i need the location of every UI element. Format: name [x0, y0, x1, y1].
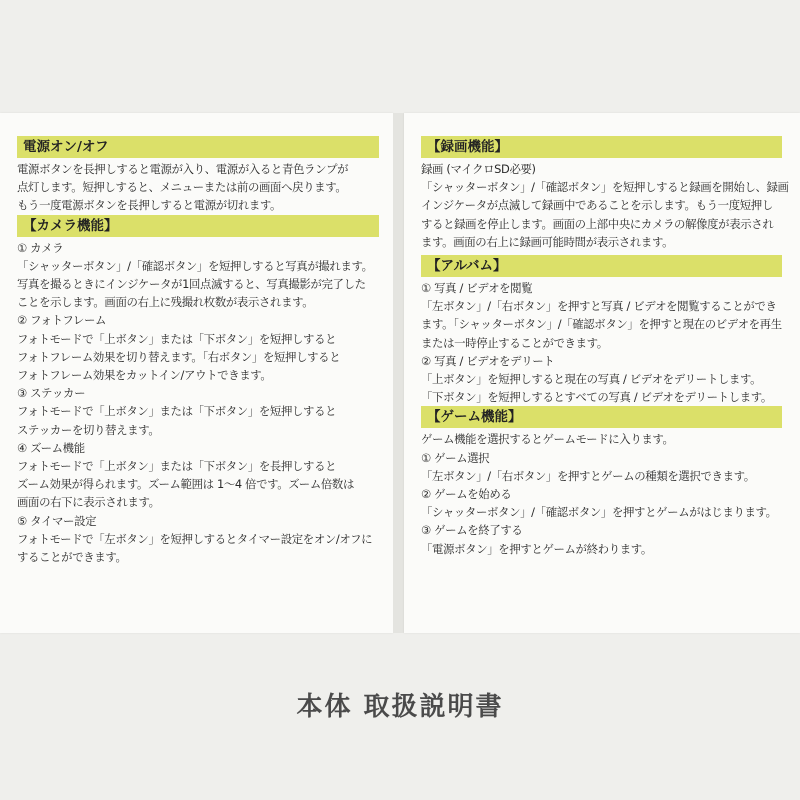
text-line: フォトモードで「上ボタン」または「下ボタン」を短押しすると [17, 404, 337, 419]
text-line: ① ゲーム選択 [421, 450, 490, 465]
text-line: フォトフレーム効果を切り替えます。「右ボタン」を短押しすると [17, 349, 341, 364]
text-line: ① カメラ [17, 240, 64, 255]
game-section-body [421, 430, 782, 557]
text-line: 「シャッターボタン」/「確認ボタン」を短押しすると録画を開始し、録画 [421, 180, 789, 195]
text-line: ます。画面の右上に録画可能時間が表示されます。 [421, 234, 674, 249]
text-line: ③ ゲームを終了する [421, 523, 523, 538]
text-line: ② 写真 / ビデオをデリート [421, 353, 555, 368]
text-line: 「シャッターボタン」/「確認ボタン」を押すとゲームがはじまります。 [421, 505, 777, 520]
text-line: 点灯します。短押しすると、メニューまたは前の画面へ戻ります。 [17, 180, 347, 195]
text-line: 「電源ボタン」を押すとゲームが終わります。 [421, 541, 652, 556]
text-line: 写真を撮るときにインジケータが1回点滅すると、写真撮影が完了した [17, 277, 366, 292]
text-line: 録画 (マイクロSD必要) [421, 162, 536, 176]
manual-page-right [404, 113, 800, 633]
game-section-heading: 【ゲーム機能】 [421, 406, 782, 428]
text-line: フォトモードで「左ボタン」を短押しするとタイマー設定をオン/オフに [17, 531, 373, 546]
text-line: 「下ボタン」を短押しするとすべての写真 / ビデオをデリートします。 [421, 390, 772, 405]
text-line: ③ ステッカー [17, 386, 86, 401]
text-line: フォトモードで「上ボタン」または「下ボタン」を長押しすると [17, 459, 337, 474]
text-line: ます。「シャッターボタン」/「確認ボタン」を押すと現在のビデオを再生 [421, 317, 782, 332]
power-section-heading: 電源オン/オフ [17, 136, 379, 158]
text-line: インジケータが点滅して録画中であることを示します。もう一度短押し [421, 198, 773, 213]
camera-section-body [17, 239, 379, 567]
camera-section-heading: 【カメラ機能】 [17, 215, 379, 237]
text-line: ステッカーを切り替えます。 [17, 422, 160, 437]
book-gutter [393, 113, 404, 633]
manual-title: 本体 取扱説明書 [296, 692, 504, 722]
text-line: ことを示します。画面の右上に残撮れ枚数が表示されます。 [17, 295, 314, 310]
text-line: 画面の右下に表示されます。 [17, 495, 160, 510]
text-line: 「左ボタン」/「右ボタン」を押すとゲームの種類を選択できます。 [421, 468, 755, 483]
text-line: 「左ボタン」/「右ボタン」を押すと写真 / ビデオを閲覧することができ [421, 299, 777, 314]
power-section-body [17, 160, 379, 215]
album-section-body [421, 279, 782, 406]
text-line: ズーム効果が得られます。ズーム範囲は 1～4 倍です。ズーム倍数は [17, 477, 354, 492]
text-line: 「シャッターボタン」/「確認ボタン」を短押しすると写真が撮れます。 [17, 258, 373, 273]
left-page-content [17, 136, 379, 566]
record-section-body [421, 160, 789, 251]
text-line: ② フォトフレーム [17, 313, 107, 328]
text-line: することができます。 [17, 550, 127, 565]
text-line: 電源ボタンを長押しすると電源が入り、電源が入ると青色ランプが [17, 162, 349, 176]
text-line: ⑤ タイマー設定 [17, 513, 97, 528]
text-line: ゲーム機能を選択するとゲームモードに入ります。 [421, 432, 674, 447]
text-line: ① 写真 / ビデオを閲覧 [421, 281, 533, 296]
text-line: ② ゲームを始める [421, 487, 512, 502]
text-line: フォトフレーム効果をカットイン/アウトできます。 [17, 368, 272, 383]
text-line: 「上ボタン」を短押しすると現在の写真 / ビデオをデリートします。 [421, 372, 762, 387]
text-line: すると録画を停止します。画面の上部中央にカメラの解像度が表示され [421, 216, 774, 231]
text-line: ④ ズーム機能 [17, 440, 85, 455]
album-section-heading: 【アルバム】 [421, 255, 782, 277]
text-line: もう一度電源ボタンを長押しすると電源が切れます。 [17, 198, 282, 213]
manual-page-left [0, 113, 393, 633]
text-line: フォトモードで「上ボタン」または「下ボタン」を短押しすると [17, 331, 337, 346]
right-page-content [421, 136, 789, 558]
record-section-heading: 【録画機能】 [421, 136, 782, 158]
text-line: または一時停止することができます。 [421, 335, 608, 350]
